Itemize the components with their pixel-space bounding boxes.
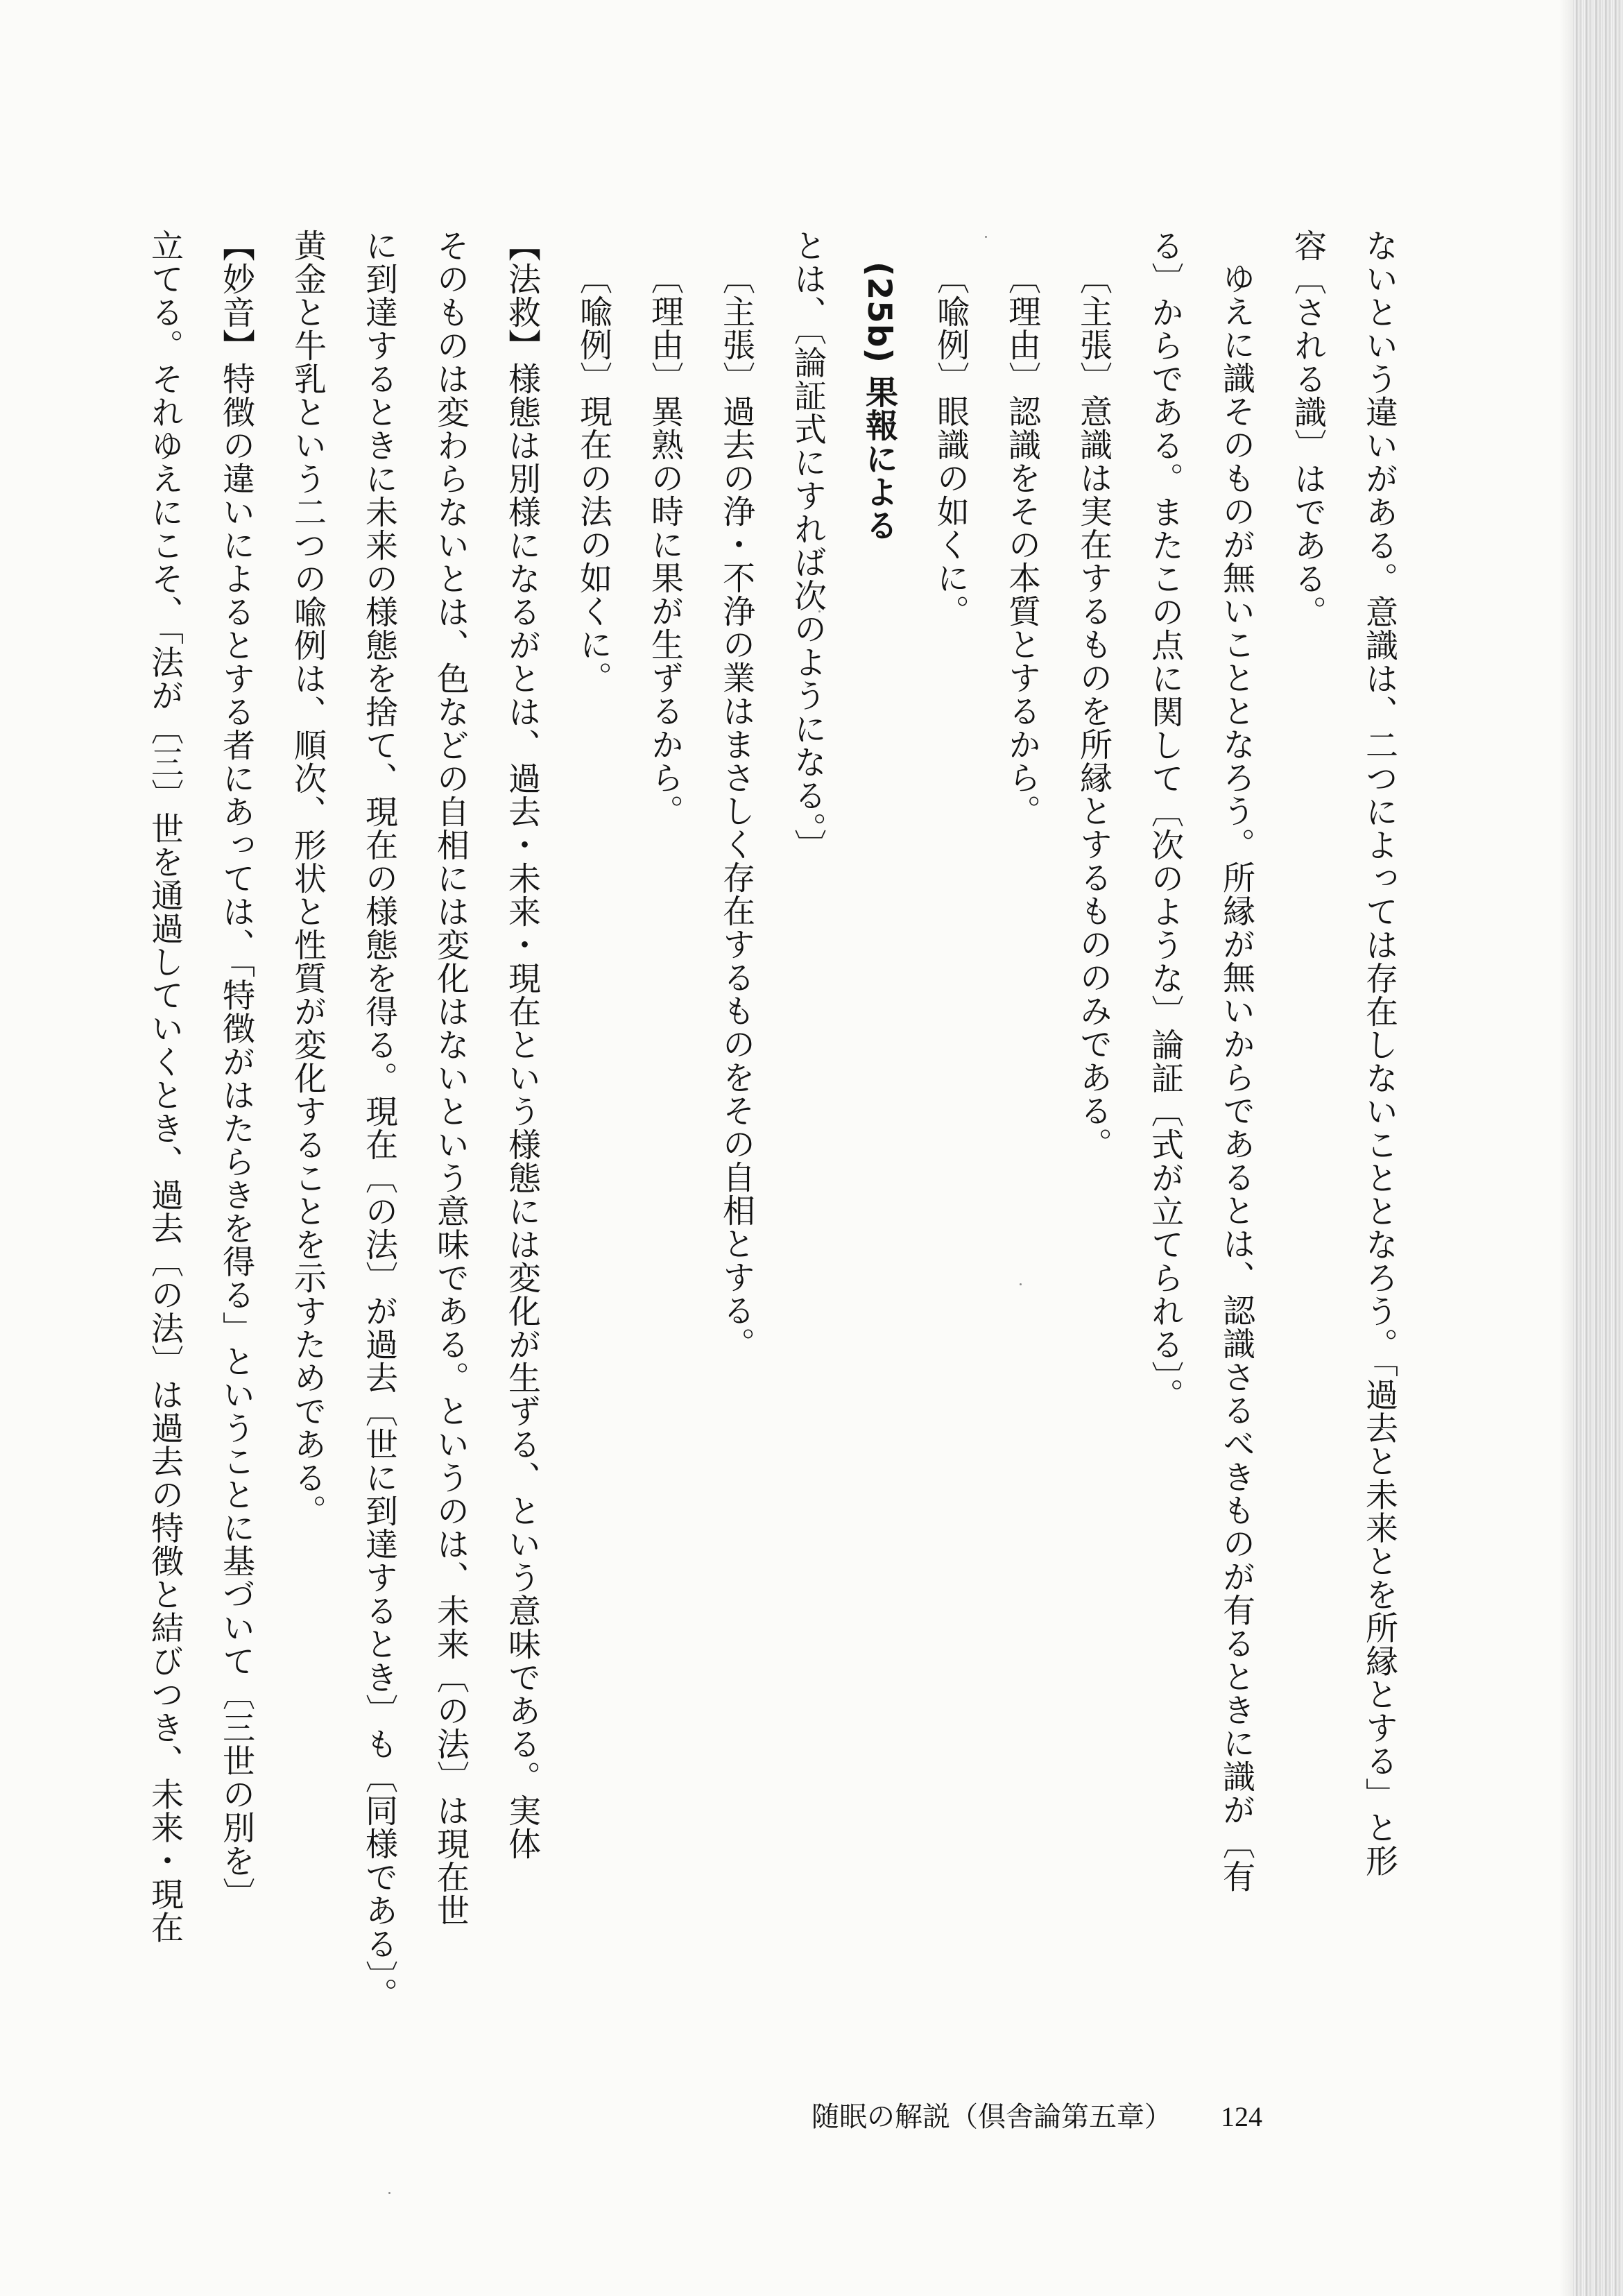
text-line: る〕からである。またこの点に関して〔次のような〕論証〔式が立てられる〕。 <box>1146 229 1184 1412</box>
text-line: ないという違いがある。意識は、二つによっては存在しないこととなろう。「過去と未来とを所縁とする」と形 <box>1360 229 1398 1878</box>
text-line: 立てる。それゆえにこそ、「法が〔三〕世を通過していくとき、過去〔の法〕は過去の特徴と結びつき、未来・現在 <box>146 229 184 1944</box>
text-line: そのものは変わらないとは、色などの自相には変化はないという意味である。というのは、未来〔の法〕は現在世 <box>431 229 470 1927</box>
binding-edge <box>1573 0 1623 2296</box>
text-line: とは、〔論証式にすれば次のようになる。〕 <box>789 229 827 862</box>
claim-line: 〔主張〕過去の浄・不浄の業はまさしく存在するものをその自相とする。 <box>717 262 755 1360</box>
reason-line: 〔理由〕認識をその本質とするから。 <box>1003 262 1041 828</box>
running-title: 随眠の解説（倶舎論第五章） <box>812 2101 1172 2133</box>
example-line: 〔喩例〕眼識の如くに。 <box>931 262 970 628</box>
text-line: ゆえに識そのものが無いこととなろう。所縁が無いからであるとは、認識さるべきものが有るときに識が〔有 <box>1217 262 1255 1893</box>
scan-speck <box>388 2192 390 2194</box>
text-line: 容〔される識〕はである。 <box>1289 229 1327 628</box>
page-footer <box>812 2095 1262 2134</box>
reason-line: 〔理由〕異熟の時に果が生ずるから。 <box>646 262 684 828</box>
text-line: 【法救】様態は別様になるがとは、過去・未来・現在という様態には変化が生ずる、という意味である。実体 <box>503 229 541 1860</box>
page-number: 124 <box>1221 2101 1262 2132</box>
vertical-text-body <box>129 229 1415 2032</box>
binding-shadow <box>1559 0 1573 2296</box>
text-line: に到達するときに未来の様態を捨て、現在の様態を得る。現在〔の法〕が過去〔世に到達するとき〕も〔同様である〕。 <box>360 229 398 2011</box>
text-line: 黄金と牛乳という二つの喩例は、順次、形状と性質が変化することを示すためである。 <box>289 229 327 1527</box>
text-line: 【妙音】特徴の違いによるとする者にあっては、「特徴がはたらきを得る」ということに基づいて〔三世の別を〕 <box>217 229 255 1911</box>
claim-line: 〔主張〕意識は実在するものを所縁とするもののみである。 <box>1074 262 1113 1160</box>
example-line: 〔喩例〕現在の法の如くに。 <box>574 262 612 694</box>
section-heading: (25b) 果報による <box>860 262 898 542</box>
